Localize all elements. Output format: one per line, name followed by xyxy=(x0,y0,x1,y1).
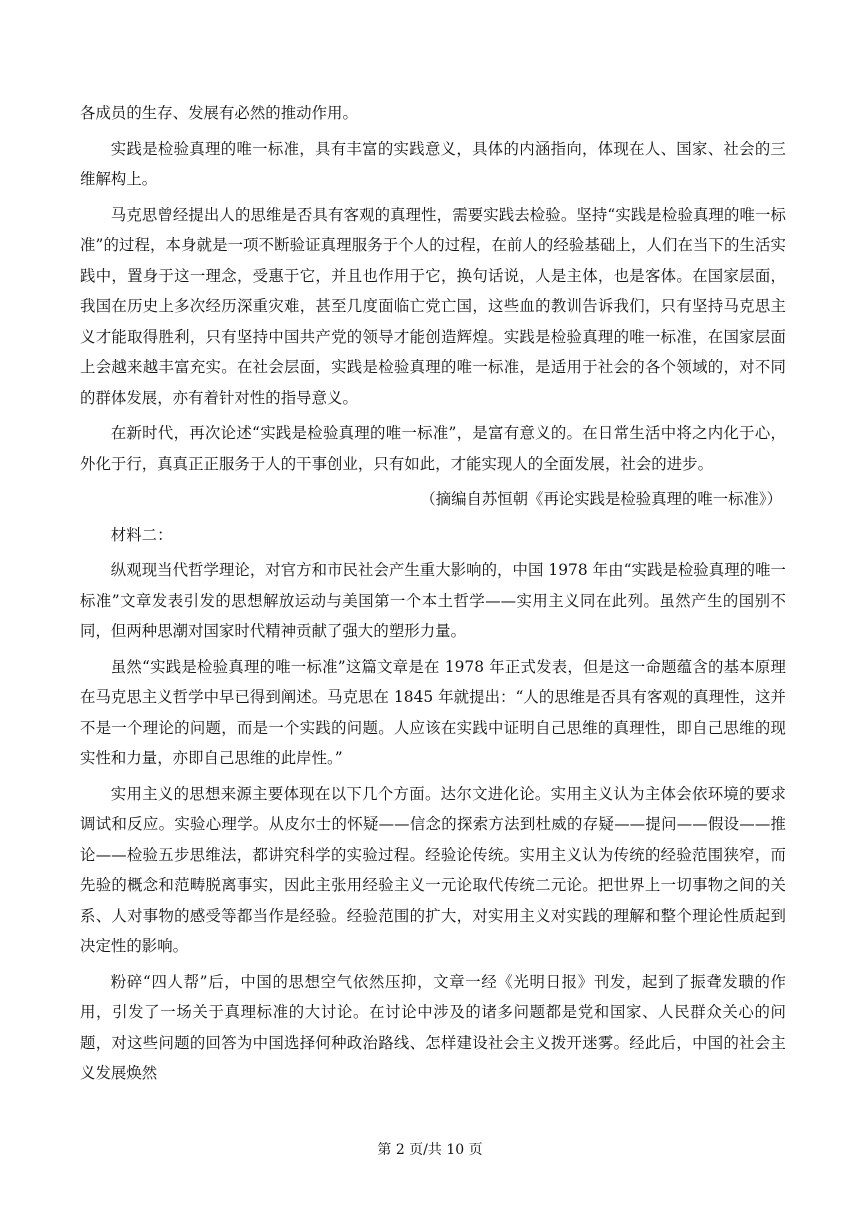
material-2-heading: 材料二： xyxy=(110,525,173,544)
paragraph-3: 马克思曾经提出人的思维是否具有客观的真理性，需要实践去检验。坚持“实践是检验真理的唯一标准”的过程，本身就是一项不断验证真理服务于个人的过程，在前人的经验基础上，人们在当下的生活实践中，置身于这一理念，受惠于它，并且也作用于它，换句话说，人是主体，也是客体。在国家层面，我国在历史上多次经历深重灾难，甚至几度面临亡党亡国，这些血的教训告诉我们，只有坚持马克思主义才能取得胜利，只有坚持中国共产党的领导才能创造辉煌。实践是检验真理的唯一标准，在国家层面上会越来越丰富充实。在社会层面，实践是检验真理的唯一标准，是适用于社会的各个领域的，对不同的群体发展，亦有着针对性的指导意义。 xyxy=(80,205,786,407)
page-number-footer: 第 2 页/共 10 页 xyxy=(377,1142,483,1158)
paragraph-1: 各成员的生存、发展有必然的推动作用。 xyxy=(80,104,358,122)
paragraph-2: 实践是检验真理的唯一标准，具有丰富的实践意义，具体的内涵指向，体现在人、国家、社会的三维解构上。 xyxy=(80,139,786,188)
paragraph-4: 在新时代，再次论述“实践是检验真理的唯一标准”，是富有意义的。在日常生活中将之内化于心，外化于行，真真正正服务于人的干事创业，只有如此，才能实现人的全面发展，社会的进步。 xyxy=(80,424,786,473)
paragraph-5: 纵观现当代哲学理论，对官方和市民社会产生重大影响的，中国 1978 年由“实践是检验真理的唯一标准”文章发表引发的思想解放运动与美国第一个本土哲学——实用主义同在此列。虽然产生的国别不同，但两种思潮对国家时代精神贡献了强大的塑形力量。 xyxy=(80,561,786,640)
paragraph-8: 粉碎“四人帮”后，中国的思想空气依然压抑，文章一经《光明日报》刊发，起到了振聋发聩的作用，引发了一场关于真理标准的大讨论。在讨论中涉及的诸多问题都是党和国家、人民群众关心的问题，对这些问题的回答为中国选择何种政治路线、怎样建设社会主义拨开迷雾。经此后，中国的社会主义发展焕然 xyxy=(80,972,786,1082)
paragraph-6: 虽然“实践是检验真理的唯一标准”这篇文章是在 1978 年正式发表，但是这一命题蕴含的基本原理在马克思主义哲学中早已得到阐述。马克思在 1845 年就提出：“人的思维是否具有客观的真理性，这并不是一个理论的问题，而是一个实践的问题。人应该在实践中证明自己思维的真理性，即自己思维的现实性和力量，亦即自己思维的此岸性。” xyxy=(80,657,786,767)
source-citation: （摘编自苏恒朝《再论实践是检验真理的唯一标准》） xyxy=(420,490,782,508)
document-body xyxy=(80,98,786,1094)
paragraph-7: 实用主义的思想来源主要体现在以下几个方面。达尔文进化论。实用主义认为主体会依环境的要求调试和反应。实验心理学。从皮尔士的怀疑——信念的探索方法到杜威的存疑——提问——假设——推论——检验五步思维法，都讲究科学的实验过程。经验论传统。实用主义认为传统的经验范围狭窄，而先验的概念和范畴脱离事实，因此主张用经验主义一元论取代传统二元论。把世界上一切事物之间的关系、人对事物的感受等都当作是经验。经验范围的扩大，对实用主义对实践的理解和整个理论性质起到决定性的影响。 xyxy=(80,784,786,955)
